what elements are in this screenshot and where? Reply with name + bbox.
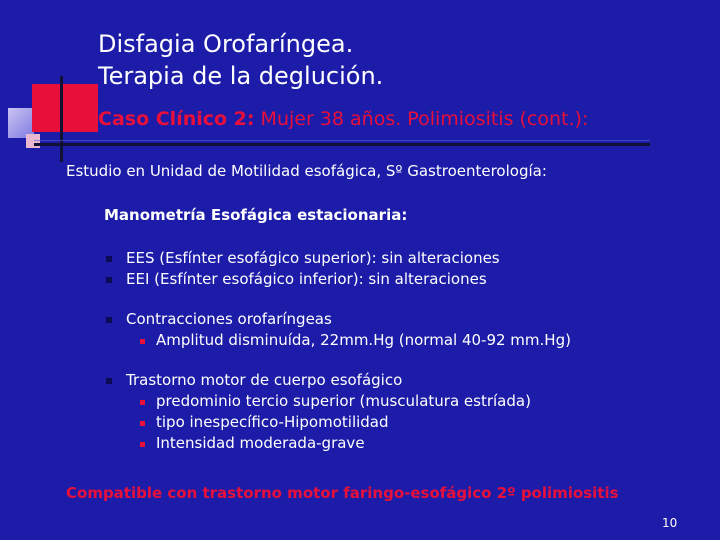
list-item (104, 309, 571, 330)
sub-list-item (104, 412, 571, 433)
list-item-text: EES (Esfínter esofágico superior): sin alteraciones (126, 249, 500, 267)
findings-list (104, 248, 571, 473)
slide-title (98, 28, 383, 92)
conclusion: Compatible con trastorno motor faringo-esofágico 2º polimiositis (66, 484, 619, 502)
sub-bullet-square-icon (140, 339, 145, 344)
list-item (104, 248, 571, 269)
study-line: Estudio en Unidad de Motilidad esofágica, Sº Gastroenterología: (66, 162, 547, 180)
bullet-square-icon (106, 256, 112, 262)
findings-group-sphincters (104, 248, 571, 290)
list-item (104, 269, 571, 290)
title-line-2: Terapia de la deglución. (98, 62, 384, 90)
decorative-line-highlight (34, 140, 650, 141)
decorative-red-square (32, 84, 98, 132)
list-item-text: Contracciones orofaríngeas (126, 310, 332, 328)
sub-list-item-text: predominio tercio superior (musculatura estríada) (156, 392, 531, 410)
list-item (104, 370, 571, 391)
bullet-square-icon (106, 378, 112, 384)
list-item-text: EEI (Esfínter esofágico inferior): sin alteraciones (126, 270, 487, 288)
manometry-heading: Manometría Esofágica estacionaria: (104, 206, 408, 224)
findings-group-oropharyngeal (104, 309, 571, 351)
title-line-1: Disfagia Orofaríngea. (98, 30, 354, 58)
findings-group-esophageal-body (104, 370, 571, 454)
case-label: Caso Clínico 2: (98, 108, 255, 130)
sub-list-item (104, 433, 571, 454)
sub-list-item-text: Amplitud disminuída, 22mm.Hg (normal 40-92 mm.Hg) (156, 331, 571, 349)
sub-list-item-text: tipo inespecífico-Hipomotilidad (156, 413, 389, 431)
sub-bullet-square-icon (140, 400, 145, 405)
decorative-vertical-line (60, 76, 63, 162)
list-item-text: Trastorno motor de cuerpo esofágico (126, 371, 403, 389)
case-description: Mujer 38 años. Polimiositis (cont.): (260, 108, 589, 130)
sub-list-item-text: Intensidad moderada-grave (156, 434, 365, 452)
sub-bullet-square-icon (140, 421, 145, 426)
sub-bullet-square-icon (140, 442, 145, 447)
page-number: 10 (662, 516, 678, 530)
sub-list-item (104, 330, 571, 351)
bullet-square-icon (106, 317, 112, 323)
decorative-horizontal-line (34, 143, 650, 146)
sub-list-item (104, 391, 571, 412)
case-heading (98, 108, 588, 130)
bullet-square-icon (106, 277, 112, 283)
